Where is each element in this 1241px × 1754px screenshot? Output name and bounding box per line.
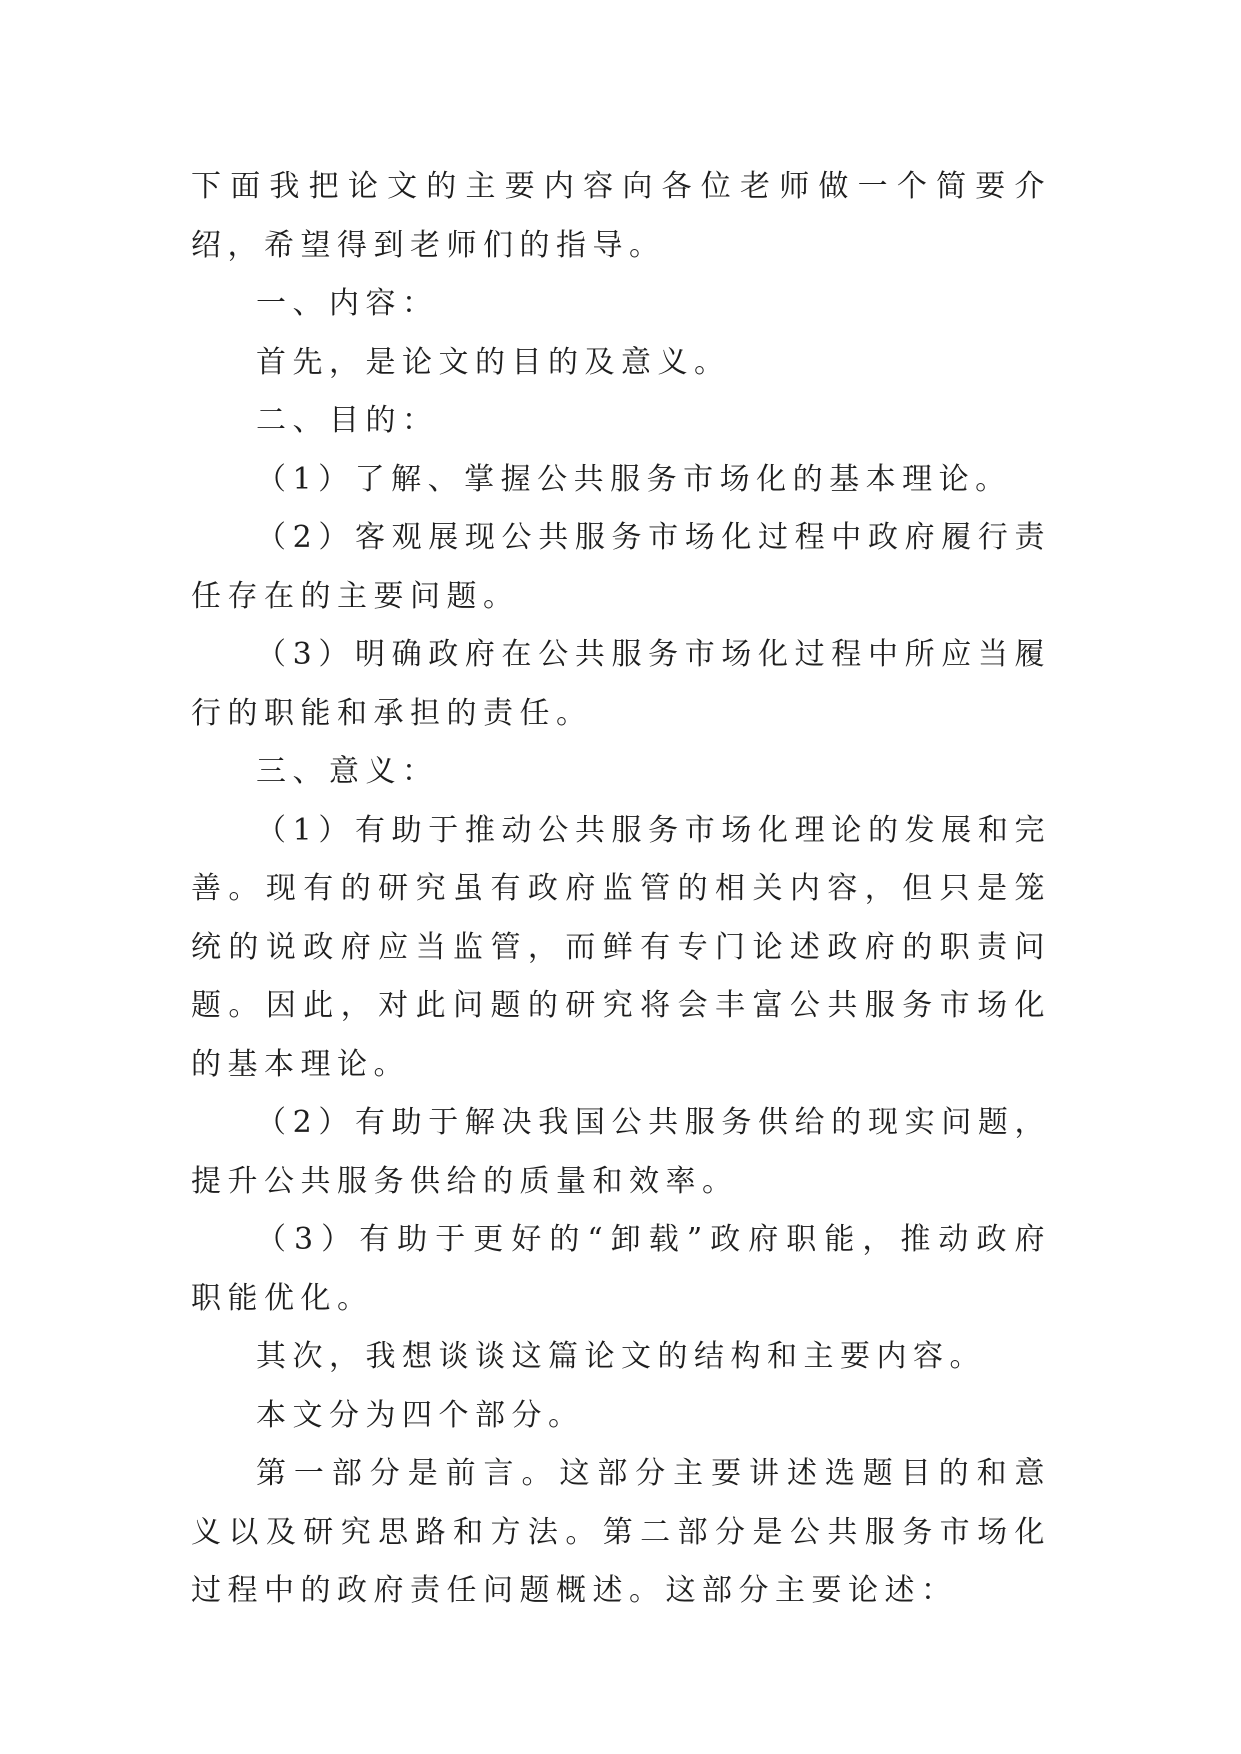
purpose-item-1: （1）了解、掌握公共服务市场化的基本理论。 <box>256 461 1012 497</box>
significance-item-3: （3）有助于更好的“卸载”政府职能，推动政府职能优化。 <box>191 1222 1051 1316</box>
paragraph-four-parts: 本文分为四个部分。 <box>256 1397 585 1433</box>
heading-purpose: 二、目的： <box>256 403 439 438</box>
paragraph-first: 首先，是论文的目的及意义。 <box>256 344 731 380</box>
purpose-item-3: （3）明确政府在公共服务市场化过程中所应当履行的职能和承担的责任。 <box>191 637 1051 731</box>
significance-item-1: （1）有助于推动公共服务市场化理论的发展和完善。现有的研究虽有政府监管的相关内容，但只是笼统的说政府应当监管，而鲜有专门论述政府的职责问题。因此，对此问题的研究将会丰富公共服务市场化的基本理论。 <box>191 812 1051 1082</box>
purpose-item-2: （2）客观展现公共服务市场化过程中政府履行责任存在的主要问题。 <box>191 520 1051 614</box>
heading-content: 一、内容： <box>256 286 439 321</box>
significance-item-2: （2）有助于解决我国公共服务供给的现实问题，提升公共服务供给的质量和效率。 <box>191 1105 1051 1199</box>
heading-significance: 三、意义： <box>256 754 439 789</box>
paragraph-second: 其次，我想谈谈这篇论文的结构和主要内容。 <box>256 1339 986 1374</box>
paragraph-part-one: 第一部分是前言。这部分主要讲述选题目的和意义以及研究思路和方法。第二部分是公共服务市场化过程中的政府责任问题概述。这部分主要论述： <box>191 1456 1051 1608</box>
document-page <box>191 158 1051 1621</box>
paragraph-intro: 下面我把论文的主要内容向各位老师做一个简要介绍，希望得到老师们的指导。 <box>191 169 1051 263</box>
